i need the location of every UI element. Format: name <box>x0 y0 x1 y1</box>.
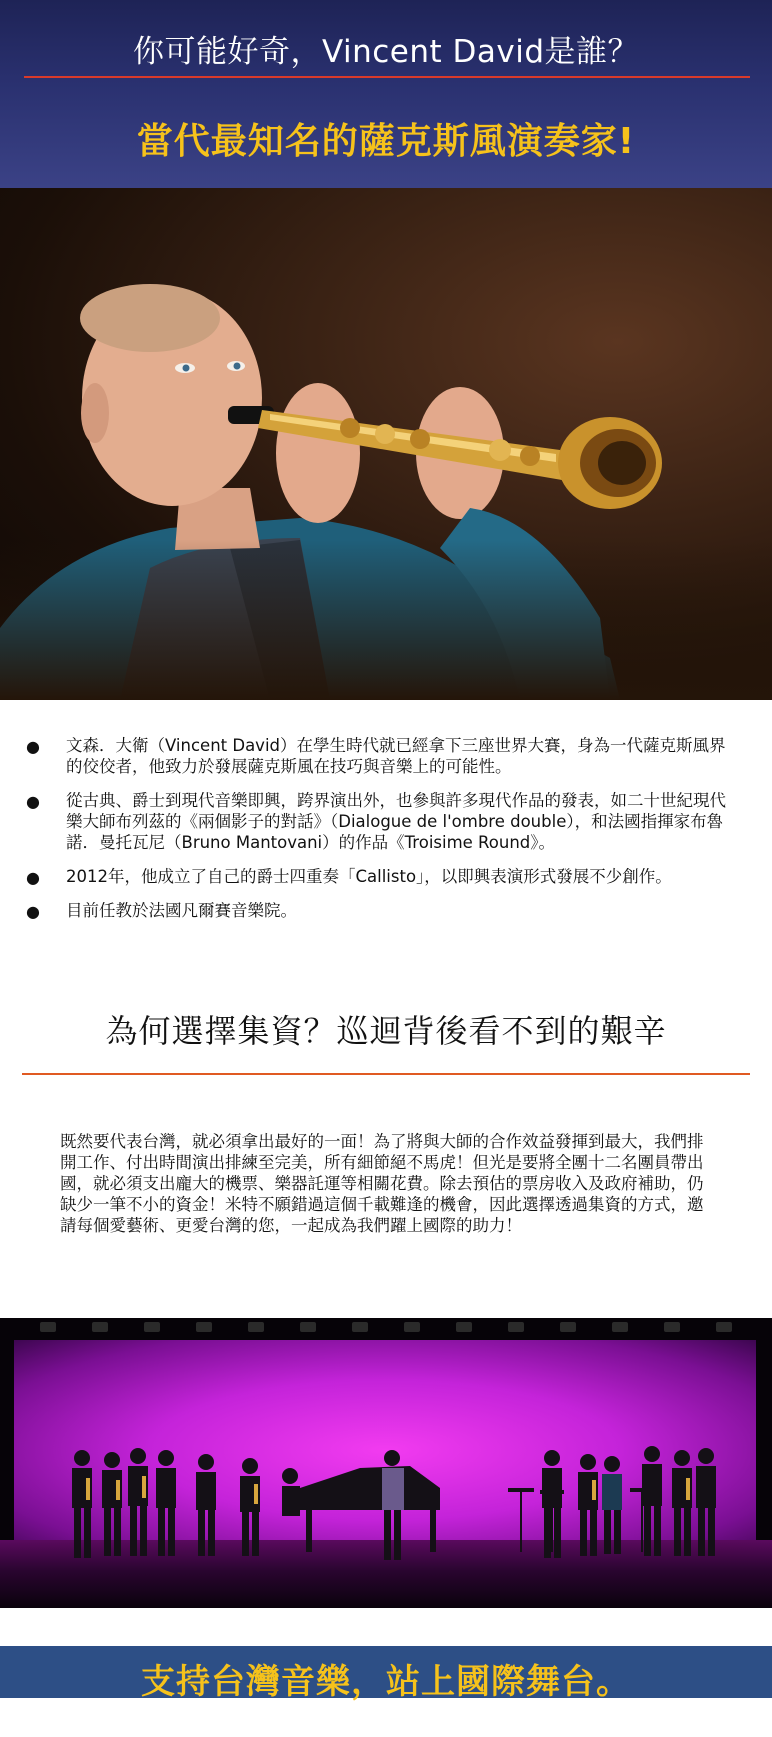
bio-item <box>26 790 741 853</box>
bio-item-text: 目前任教於法國凡爾賽音樂院。 <box>66 901 297 920</box>
ensemble-illustration <box>0 1318 772 1608</box>
bullet-icon: ● <box>26 737 40 756</box>
bio-item <box>26 900 741 921</box>
ensemble-stage-photo <box>0 1318 772 1608</box>
bio-item-text: 文森．大衛（Vincent David）在學生時代就已經拿下三座世界大賽，身為一代薩克斯風界的佼佼者，他致力於發展薩克斯風在技巧與音樂上的可能性。 <box>66 736 726 776</box>
bio-item <box>26 735 741 777</box>
header-divider <box>24 76 750 78</box>
bio-item-text: 2012年，他成立了自己的爵士四重奏「Callisto」，以即興表演形式發展不少創作。 <box>66 867 672 886</box>
bio-item-text: 從古典、爵士到現代音樂即興，跨界演出外，也參與許多現代作品的發表，如二十世紀現代樂大師布列茲的《兩個影子的對話》（Dialogue de l'ombre double），和法國指揮家布魯諾．曼托瓦尼（Bruno Mantovani）的作品《Troisime Round》。 <box>66 791 726 852</box>
saxophonist-photo <box>0 188 772 700</box>
section-title: 為何選擇集資？巡迴背後看不到的艱辛 <box>105 1012 667 1050</box>
bullet-icon: ● <box>26 792 40 811</box>
bio-list <box>0 735 772 934</box>
bio-item <box>26 866 741 887</box>
section-divider <box>22 1073 750 1075</box>
page-subtitle: 當代最知名的薩克斯風演奏家! <box>136 121 636 162</box>
footer-banner <box>0 1646 772 1702</box>
bullet-icon: ● <box>26 902 40 921</box>
page-title: 你可能好奇，Vincent David是誰？ <box>132 34 640 70</box>
header-banner <box>0 0 772 188</box>
bullet-icon: ● <box>26 868 40 887</box>
footer-slogan: 支持台灣音樂，站上國際舞台。 <box>141 1662 631 1702</box>
crowdfunding-paragraph: 既然要代表台灣，就必須拿出最好的一面！為了將與大師的合作效益發揮到最大，我們排開工作、付出時間演出排練至完美，所有細節絕不馬虎！但光是要將全團十二名團員帶出國，就必須支出龐大的機票、樂器託運等相關花費。除去預估的票房收入及政府補助，仍缺少一筆不小的資金！米特不願錯過這個千載難逢的機會，因此選擇透過集資的方式，邀請每個愛藝術、更愛台灣的您，一起成為我們躍上國際的助力！ <box>60 1132 704 1235</box>
